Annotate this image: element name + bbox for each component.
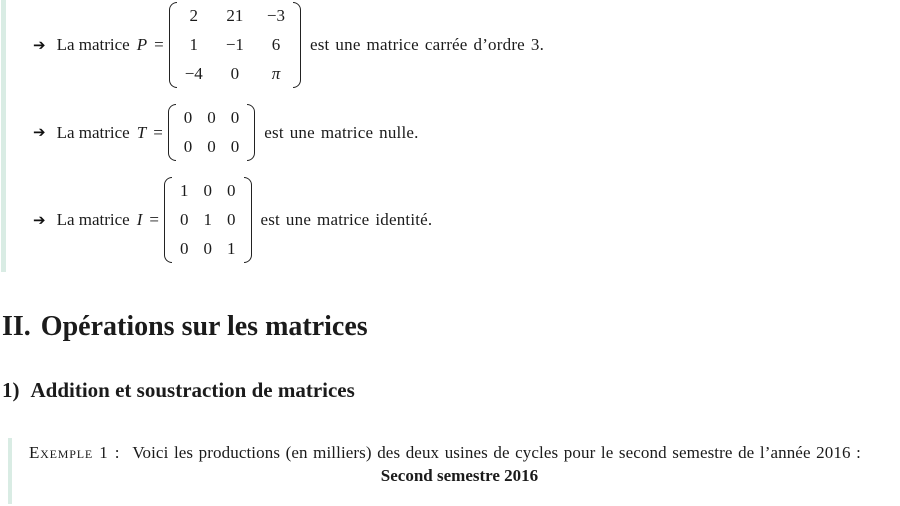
bullet-tail-text: est une matrice carrée d’ordre 3. — [310, 35, 545, 54]
matrix-cell: 0 — [230, 108, 240, 127]
left-paren — [164, 177, 172, 263]
matrix-cell: 1 — [227, 239, 236, 258]
matrix-cell: 0 — [183, 108, 193, 127]
right-paren — [293, 2, 301, 88]
matrix-cell: 0 — [203, 239, 212, 258]
matrix-cell: 0 — [180, 239, 189, 258]
matrix-cell: 0 — [207, 137, 216, 156]
matrix-cell: 21 — [226, 6, 244, 25]
matrix-cell: 1 — [189, 35, 199, 54]
matrix-cell: 0 — [230, 64, 240, 83]
bullet-lead-text: La matrice — [56, 122, 130, 142]
example-label: Exemple 1 : — [29, 442, 121, 462]
left-paren — [168, 104, 176, 161]
matrix-cell: 0 — [227, 210, 236, 229]
right-paren — [247, 104, 255, 161]
matrix-t — [168, 104, 256, 161]
matrix-cell: −3 — [266, 6, 285, 25]
matrix-cell: 6 — [271, 35, 281, 54]
matrix-variable: P — [136, 35, 148, 54]
bullet-lead-text: La matrice — [56, 35, 130, 54]
subsection-heading — [2, 378, 900, 403]
section-heading — [2, 310, 900, 344]
matrix-cell: 0 — [183, 137, 193, 156]
right-paren — [244, 177, 252, 263]
matrix-variable: I — [136, 210, 143, 229]
matrix-i-cells — [172, 177, 244, 263]
example-subtitle: Second semestre 2016 — [380, 465, 539, 485]
equals-sign: = — [149, 210, 159, 229]
matrix-p — [169, 2, 301, 88]
matrix-cell: 1 — [203, 210, 212, 229]
matrix-cell: 0 — [180, 210, 189, 229]
left-paren — [169, 2, 177, 88]
matrix-cell: −4 — [184, 64, 203, 83]
bullet-lead-text: La matrice — [56, 210, 130, 229]
example-box — [8, 438, 900, 504]
matrix-cell: 0 — [227, 181, 236, 200]
matrix-cell: 1 — [180, 181, 189, 200]
subsection-number: 1) — [2, 377, 20, 402]
equals-sign: = — [154, 35, 164, 54]
example-text: Voici les productions (en milliers) des deux usines de cycles pour le second semestre de l’année 2016 : — [132, 442, 861, 462]
arrow-bullet-icon: ➔ — [33, 123, 46, 141]
matrix-cell: 0 — [203, 181, 212, 200]
section-number: II. — [2, 311, 31, 342]
matrix-t-cells — [176, 104, 248, 161]
arrow-bullet-icon: ➔ — [33, 35, 46, 54]
matrix-cell: 2 — [189, 6, 199, 25]
arrow-bullet-icon: ➔ — [33, 210, 46, 229]
matrix-cell: 0 — [207, 108, 216, 127]
matrix-cell: −1 — [225, 35, 244, 54]
intro-section — [1, 0, 900, 272]
bullet-matrix-i — [33, 177, 900, 263]
bullet-tail-text: est une matrice nulle. — [264, 122, 419, 142]
bullet-matrix-p — [33, 2, 900, 88]
example-paragraph — [29, 441, 890, 464]
matrix-cell: 0 — [230, 137, 240, 156]
equals-sign: = — [153, 122, 163, 142]
bullet-matrix-t — [33, 104, 900, 161]
matrix-variable: T — [136, 122, 147, 142]
subsection-title: Addition et soustraction de matrices — [30, 377, 355, 402]
bullet-tail-text: est une matrice identité. — [260, 210, 433, 229]
section-title: Opérations sur les matrices — [40, 311, 368, 342]
matrix-i — [164, 177, 252, 263]
matrix-p-cells — [177, 2, 293, 88]
matrix-cell-pi: π — [271, 64, 281, 83]
